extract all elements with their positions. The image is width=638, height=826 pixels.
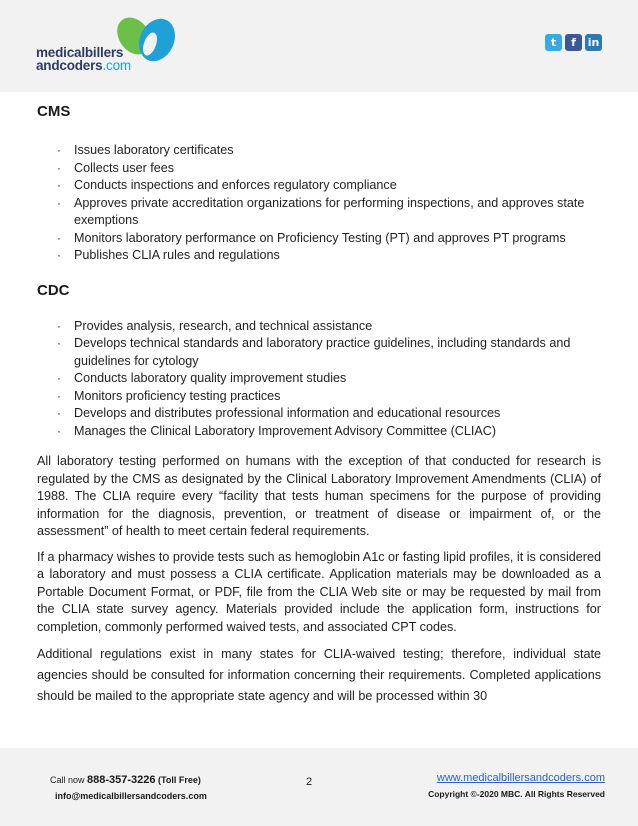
cdc-heading: CDC	[37, 281, 70, 299]
copyright-text: Copyright ©-2020 MBC. All Rights Reserved	[428, 789, 605, 799]
footer-contact	[50, 772, 207, 804]
list-item: · Approves private accreditation organizations for performing inspections, and approves state exemptions	[57, 195, 585, 227]
page-header	[0, 0, 638, 92]
social-links	[545, 34, 602, 51]
page-footer	[0, 748, 638, 826]
linkedin-icon[interactable]: in	[585, 34, 602, 51]
twitter-icon[interactable]: t	[545, 34, 562, 51]
list-item: · Conducts laboratory quality improvement studies	[37, 370, 601, 388]
list-item: · Monitors laboratory performance on Proficiency Testing (PT) and approves PT programs	[37, 230, 601, 248]
logo-line-1: medicalbillers	[36, 45, 124, 60]
logo-suffix: .com	[102, 58, 131, 73]
paragraph-pharmacy-testing: If a pharmacy wishes to provide tests such as hemoglobin A1c or fasting lipid profiles, it is considered a laboratory and must possess a CLIA certificate. Application materials may be downloaded as a Portable Document Format, or PDF, file from the CLIA Web site or may be requested by mail from the CLIA state survey agency. Materials provided include the application form, instructions for completion, commonly performed waived tests, and associated CPT codes.	[37, 549, 601, 634]
cdc-bullet-list	[37, 318, 601, 441]
call-prefix: Call now	[50, 775, 88, 785]
cms-heading: CMS	[37, 103, 71, 120]
page-content	[37, 103, 601, 707]
bullet-dot-icon: ·	[57, 336, 61, 350]
list-item: · Collects user fees	[37, 160, 601, 178]
bullet-dot-icon: ·	[57, 248, 61, 262]
bullet-dot-icon: ·	[57, 371, 61, 385]
list-item: · Issues laboratory certificates	[37, 142, 601, 160]
list-item: · Manages the Clinical Laboratory Improvement Advisory Committee (CLIAC)	[37, 423, 601, 441]
bullet-dot-icon: ·	[57, 388, 61, 403]
call-suffix: (Toll Free)	[155, 775, 201, 785]
bullet-dot-icon: ·	[57, 318, 61, 333]
website-link[interactable]: www.medicalbillersandcoders.com	[436, 772, 605, 784]
footer-site-info	[428, 770, 605, 802]
list-item: · Publishes CLIA rules and regulations	[37, 247, 601, 265]
bullet-dot-icon: ·	[57, 406, 61, 420]
bullet-dot-icon: ·	[57, 195, 61, 210]
list-item: · Develops technical standards and laboratory practice guidelines, including standards and guidelines for cytology	[57, 336, 571, 368]
logo-line-2: andcoders	[36, 58, 103, 73]
page-number: 2	[306, 776, 313, 788]
cms-bullet-list	[37, 142, 601, 265]
bullet-dot-icon: ·	[57, 230, 61, 245]
facebook-icon[interactable]: f	[565, 34, 582, 51]
list-item: · Conducts inspections and enforces regulatory compliance	[37, 177, 601, 195]
logo-wordmark	[36, 46, 131, 72]
list-item: · Develops and distributes professional information and educational resources	[37, 405, 601, 423]
list-item: · Provides analysis, research, and technical assistance	[37, 318, 601, 336]
bullet-dot-icon: ·	[57, 160, 61, 175]
phone-number[interactable]: 888-357-3226	[87, 774, 156, 786]
paragraph-clia-regulation: All laboratory testing performed on humans with the exception of that conducted for research is regulated by the CMS as designated by the Clinical Laboratory Improvement Amendments (CLIA) of 1988. The CLIA require every “facility that tests human specimens for the purpose of providing information for the diagnosis, prevention, or treatment of disease or impairment of, or the assessment” of health to meet certain federal requirements.	[37, 454, 601, 538]
bullet-dot-icon: ·	[57, 423, 61, 438]
list-item: · Monitors proficiency testing practices	[37, 388, 601, 406]
paragraph-state-regulations: Additional regulations exist in many states for CLIA-waived testing; therefore, individual state agencies should be consulted for information concerning their requirements. Completed applications should be mailed to the appropriate state agency and will be processed within 30	[37, 647, 601, 703]
contact-email[interactable]: info@medicalbillersandcoders.com	[55, 791, 207, 801]
bullet-dot-icon: ·	[57, 178, 61, 192]
bullet-dot-icon: ·	[57, 143, 61, 157]
